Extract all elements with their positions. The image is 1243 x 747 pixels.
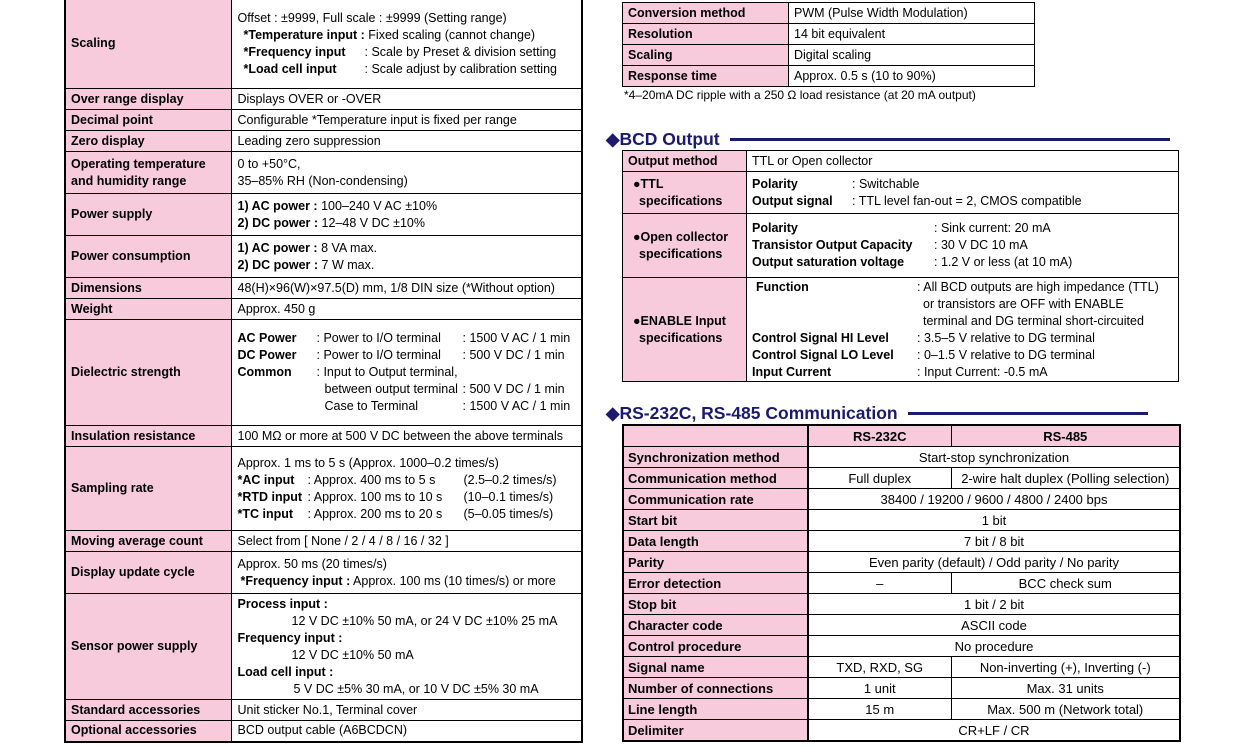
value-sensor-power: Process input : 12 V DC ±10% 50 mA, or 24 V DC ±10% 25 mA Frequency input : 12 V DC ±10% 50 mA Load cell input : 5 V DC ±5% 30 mA, or 10 V DC ±5% 30 mA bbox=[231, 594, 582, 700]
rs-row-label: Start bit bbox=[623, 510, 808, 531]
rs-row-value: ASCII code bbox=[808, 615, 1180, 636]
rs-heading bbox=[606, 403, 1148, 424]
rs-row-value: 38400 / 19200 / 9600 / 4800 / 2400 bps bbox=[808, 489, 1180, 510]
rs-row-value-b: BCC check sum bbox=[951, 573, 1180, 594]
label-dimensions: Dimensions bbox=[65, 278, 231, 299]
conv-value: Digital scaling bbox=[789, 45, 1035, 66]
table-row bbox=[623, 468, 1180, 489]
rs-row-value-a: 1 unit bbox=[808, 678, 951, 699]
rs-title: RS-232C, RS-485 Communication bbox=[619, 403, 898, 423]
table-row bbox=[623, 531, 1180, 552]
label-power-cons: Power consumption bbox=[65, 236, 231, 278]
rs-header-row bbox=[623, 425, 1180, 447]
label-dielectric: Dielectric strength bbox=[65, 320, 231, 426]
row-scaling bbox=[65, 0, 582, 89]
diamond-icon: ◆ bbox=[606, 129, 620, 149]
bcd-ttl-label: ●TTL specifications bbox=[623, 172, 747, 214]
bcd-oc-label: ●Open collector specifications bbox=[623, 214, 747, 278]
bcd-enable-label: ●ENABLE Input specifications bbox=[623, 278, 747, 382]
value-power-cons: 1) AC power : 8 VA max. 2) DC power : 7 W max. bbox=[231, 236, 582, 278]
label-opt-acc: Optional accessories bbox=[65, 721, 231, 742]
rs-row-label: Parity bbox=[623, 552, 808, 573]
value-insulation: 100 MΩ or more at 500 V DC between the above terminals bbox=[231, 426, 582, 447]
bcd-oc-value: Polarity : Sink current: 20 mA Transistor Output Capacity : 30 V DC 10 mA Output saturation voltage : 1.2 V or less (at 10 mA) bbox=[747, 214, 1179, 278]
table-row bbox=[623, 678, 1180, 699]
label-sampling: Sampling rate bbox=[65, 447, 231, 531]
table-row bbox=[623, 720, 1180, 742]
rs-row-value: CR+LF / CR bbox=[808, 720, 1180, 742]
label-moving-avg: Moving average count bbox=[65, 531, 231, 552]
conv-label: Conversion method bbox=[623, 3, 789, 24]
spec-table-left bbox=[64, 0, 583, 743]
rs-col-rs485: RS-485 bbox=[951, 425, 1180, 447]
bcd-table bbox=[622, 150, 1179, 382]
rs-row-label: Delimiter bbox=[623, 720, 808, 742]
value-decimal: Configurable *Temperature input is fixed per range bbox=[231, 110, 582, 131]
conversion-note: *4–20mA DC ripple with a 250 Ω load resistance (at 20 mA output) bbox=[624, 88, 976, 102]
label-scaling: Scaling bbox=[65, 0, 231, 89]
rs-row-value-a: Full duplex bbox=[808, 468, 951, 489]
value-sampling: Approx. 1 ms to 5 s (Approx. 1000–0.2 times/s) *AC input : Approx. 400 ms to 5 s (2.5–0.2 times/s) *RTD input : Approx. 100 ms to 10 s (10–0.1 times/s) *TC input : Approx. 200 ms to 20 s (5–0.05 times/s) bbox=[231, 447, 582, 531]
rs-row-value-a: – bbox=[808, 573, 951, 594]
bcd-heading bbox=[606, 129, 1170, 150]
conversion-table bbox=[622, 2, 1035, 87]
rs-row-label: Line length bbox=[623, 699, 808, 720]
table-row bbox=[623, 699, 1180, 720]
heading-rule bbox=[730, 138, 1170, 141]
value-optemp: 0 to +50°C, 35–85% RH (Non-condensing) bbox=[231, 152, 582, 194]
rs-row-label: Character code bbox=[623, 615, 808, 636]
bcd-output-method-label: Output method bbox=[623, 151, 747, 172]
rs-row-value-b: Max. 31 units bbox=[951, 678, 1180, 699]
conv-label: Resolution bbox=[623, 24, 789, 45]
table-row bbox=[623, 636, 1180, 657]
rs-row-value: 1 bit / 2 bit bbox=[808, 594, 1180, 615]
value-std-acc: Unit sticker No.1, Terminal cover bbox=[231, 700, 582, 721]
rs-row-label: Control procedure bbox=[623, 636, 808, 657]
label-optemp: Operating temperature and humidity range bbox=[65, 152, 231, 194]
rs-row-value-b: 2-wire halt duplex (Polling selection) bbox=[951, 468, 1180, 489]
rs-row-value-a: TXD, RXD, SG bbox=[808, 657, 951, 678]
value-weight: Approx. 450 g bbox=[231, 299, 582, 320]
rs-col-rs232c: RS-232C bbox=[808, 425, 951, 447]
rs-row-value-b: Non-inverting (+), Inverting (-) bbox=[951, 657, 1180, 678]
bcd-title: BCD Output bbox=[619, 129, 720, 149]
table-row bbox=[623, 657, 1180, 678]
table-row bbox=[623, 489, 1180, 510]
value-zero: Leading zero suppression bbox=[231, 131, 582, 152]
conv-value: 14 bit equivalent bbox=[789, 24, 1035, 45]
label-decimal: Decimal point bbox=[65, 110, 231, 131]
rs-table bbox=[622, 424, 1181, 742]
rs-row-label: Stop bit bbox=[623, 594, 808, 615]
rs-row-label: Synchronization method bbox=[623, 447, 808, 468]
rs-row-label: Data length bbox=[623, 531, 808, 552]
table-row bbox=[623, 552, 1180, 573]
rs-row-value: 7 bit / 8 bit bbox=[808, 531, 1180, 552]
label-display-update: Display update cycle bbox=[65, 552, 231, 594]
rs-row-value: Even parity (default) / Odd parity / No parity bbox=[808, 552, 1180, 573]
rs-row-value-a: 15 m bbox=[808, 699, 951, 720]
rs-row-label: Number of connections bbox=[623, 678, 808, 699]
conv-label: Scaling bbox=[623, 45, 789, 66]
rs-row-value: Start-stop synchronization bbox=[808, 447, 1180, 468]
conv-value: PWM (Pulse Width Modulation) bbox=[789, 3, 1035, 24]
label-insulation: Insulation resistance bbox=[65, 426, 231, 447]
bcd-output-method-value: TTL or Open collector bbox=[747, 151, 1179, 172]
conv-value: Approx. 0.5 s (10 to 90%) bbox=[789, 66, 1035, 87]
label-std-acc: Standard accessories bbox=[65, 700, 231, 721]
table-row bbox=[623, 510, 1180, 531]
rs-row-label: Communication rate bbox=[623, 489, 808, 510]
rs-row-label: Communication method bbox=[623, 468, 808, 489]
conv-label: Response time bbox=[623, 66, 789, 87]
value-dimensions: 48(H)×96(W)×97.5(D) mm, 1/8 DIN size (*Without option) bbox=[231, 278, 582, 299]
value-opt-acc: BCD output cable (A6BCDCN) bbox=[231, 721, 582, 742]
label-weight: Weight bbox=[65, 299, 231, 320]
label-power-supply: Power supply bbox=[65, 194, 231, 236]
table-row bbox=[623, 594, 1180, 615]
diamond-icon: ◆ bbox=[606, 403, 620, 423]
table-row bbox=[623, 615, 1180, 636]
rs-row-value: 1 bit bbox=[808, 510, 1180, 531]
rs-row-label: Signal name bbox=[623, 657, 808, 678]
label-over-range: Over range display bbox=[65, 89, 231, 110]
rs-header-blank bbox=[623, 425, 808, 447]
value-over-range: Displays OVER or -OVER bbox=[231, 89, 582, 110]
value-display-update: Approx. 50 ms (20 times/s) *Frequency input : Approx. 100 ms (10 times/s) or more bbox=[231, 552, 582, 594]
bcd-ttl-value: Polarity : Switchable Output signal : TTL level fan-out = 2, CMOS compatible bbox=[747, 172, 1179, 214]
value-dielectric: AC Power : Power to I/O terminal : 1500 V AC / 1 min DC Power : Power to I/O terminal : 500 V DC / 1 min Common : Input to Output terminal, between output terminal : 500 V DC / 1 min Case to Terminal : 1500 V AC / 1 min bbox=[231, 320, 582, 426]
rs-row-value-b: Max. 500 m (Network total) bbox=[951, 699, 1180, 720]
table-row bbox=[623, 447, 1180, 468]
label-zero: Zero display bbox=[65, 131, 231, 152]
bcd-enable-value: Function : All BCD outputs are high impedance (TTL) or transistors are OFF with ENABLE terminal and DG terminal short-circuited Control Signal HI Level : 3.5–5 V relative to DG terminal Control Signal LO Level : 0–1.5 V relative to DG terminal Input Current : Input Current: -0.5 mA bbox=[747, 278, 1179, 382]
heading-rule bbox=[908, 412, 1148, 415]
rs-row-label: Error detection bbox=[623, 573, 808, 594]
value-scaling: Offset : ±9999, Full scale : ±9999 (Setting range) *Temperature input : Fixed scaling (cannot change) *Frequency input : Scale by Preset & division setting *Load cell input : Scale adjust by calibration setting bbox=[231, 0, 582, 89]
label-sensor-power: Sensor power supply bbox=[65, 594, 231, 700]
value-power-supply: 1) AC power : 100–240 V AC ±10% 2) DC power : 12–48 V DC ±10% bbox=[231, 194, 582, 236]
table-row bbox=[623, 573, 1180, 594]
rs-row-value: No procedure bbox=[808, 636, 1180, 657]
value-moving-avg: Select from [ None / 2 / 4 / 8 / 16 / 32 ] bbox=[231, 531, 582, 552]
